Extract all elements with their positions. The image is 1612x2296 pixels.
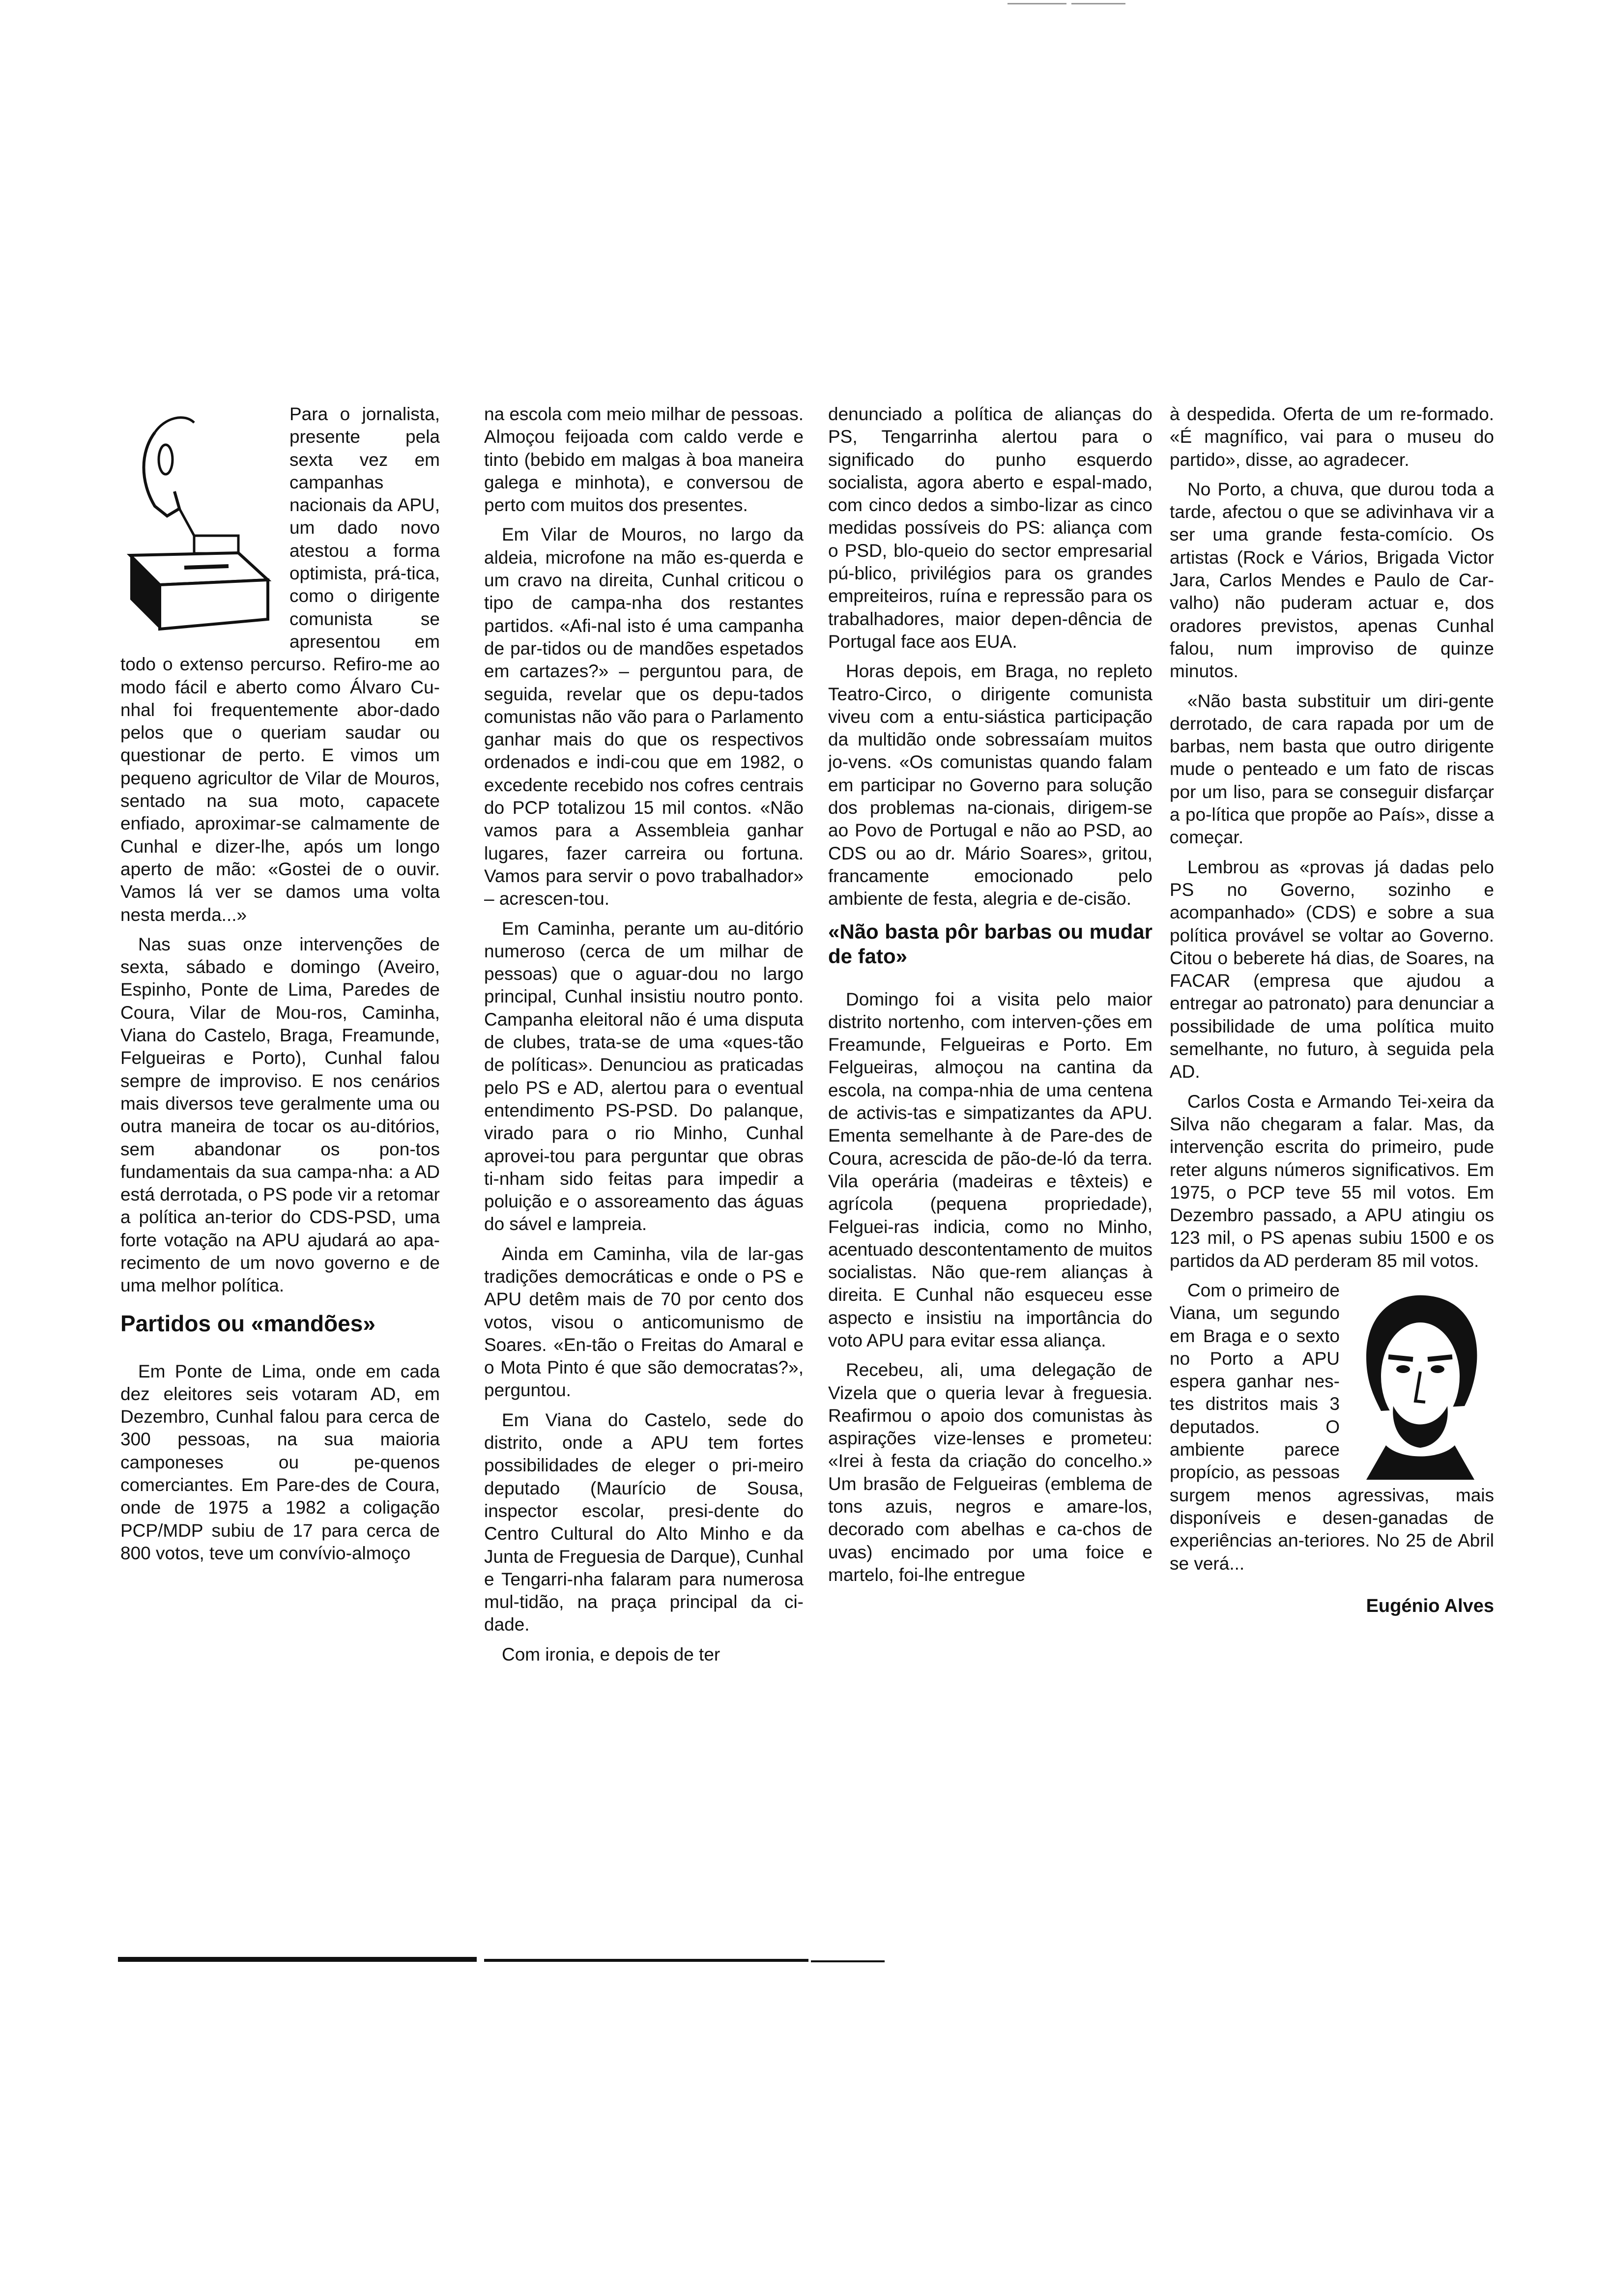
header-scan-mark bbox=[1071, 3, 1125, 4]
article-paragraph: Com ironia, e depois de ter bbox=[502, 1644, 720, 1665]
article-paragraph: Carlos Costa e Armando Tei-xeira da Silva não chegaram a falar. Mas, da intervenção escrita do primeiro, pude reter alguns números significativos. Em 1975, o PCP teve 55 mil votos. Em Dezembro passado, a APU atingiu os 123 mil, o PS apenas subiu 1500 e os partidos da AD perderam 85 mil votos. bbox=[1170, 1091, 1494, 1271]
article-paragraph: Horas depois, em Braga, no repleto Teatro-Circo, o dirigente comunista viveu com a entu-siástica participação da multidão onde sobressaíam muitos jo-vens. «Os comunistas quando falam em participar no Governo para solução dos problemas na-cionais, dirigem-se ao Povo de Portugal e não ao PSD, ao CDS ou ao dr. Mário Soares», gritou, francamente emocionado pelo ambiente de festa, alegria e de-cisão. bbox=[828, 661, 1152, 909]
article-paragraph: Em Viana do Castelo, sede do distrito, onde a APU tem fortes possibilidades de eleger o pri-meiro deputado (Maurício de Sousa, inspector escolar, presi-dente do Centro Cultural do Alto Minho e da Junta de Freguesia de Darque), Cunhal e Tengarri-nha falaram para numerosa mul-tidão, na praça principal da ci-dade. bbox=[484, 1409, 804, 1635]
article-paragraph: «Não basta substituir um diri-gente derrotado, de cara rapada por um de barbas, nem basta que outro dirigente mude o penteado e um fato de riscas por um liso, para se conseguir disfarçar a po-lítica que propõe ao País», disse a começar. bbox=[1170, 690, 1494, 848]
article-column-1 bbox=[120, 403, 440, 1572]
article-paragraph: Em Caminha, perante um au-ditório numeroso (cerca de um milhar de pessoas) que o aguar-dou no largo principal, Cunhal insistiu noutro ponto. Campanha eleitoral não é uma disputa de clubes, trata-se de uma «ques-tão de políticas». Denunciou as praticadas pelo PS e AD, alertou para o eventual entendimento PS-PSD. Do palanque, virado para o rio Minho, Cunhal aprovei-tou para perguntar que obras ti-nham sido feitas para impedir a poluição e o assoreamento das águas do sável e lampreia. bbox=[484, 918, 804, 1234]
bottom-rule bbox=[484, 1959, 808, 1962]
article-paragraph: Ainda em Caminha, vila de lar-gas tradições democráticas e onde o PS e APU detêm mais de 70 por cento dos votos, visou o anticomunismo de Soares. «En-tão o Freitas do Amaral e o Mota Pinto é que são democratas?», perguntou. bbox=[484, 1243, 804, 1401]
article-paragraph: Lembrou as «provas já dadas pelo PS no Governo, sozinho e acompanhado» (CDS) e sobre a sua política provável se voltar ao Governo. Citou o beberete há dias, de Soares, na FACAR (empresa que ajudou a entregar ao patronato) para denunciar a possibilidade de uma política muito semelhante, no futuro, à seguida pela AD. bbox=[1170, 857, 1494, 1082]
article-paragraph: Recebeu, ali, uma delegação de Vizela que o queria levar à freguesia. Reafirmou o apoio dos comunistas às aspirações vize-lenses e prometeu: «Irei à festa da criação do concelho.» Um brasão de Felgueiras (emblema de tons azuis, negros e amare-los, decorado com abelhas e ca-chos de uvas) encimado por uma foice e martelo, foi-lhe entregue bbox=[828, 1360, 1152, 1585]
article-intro: Para o jornalista, presente pela sexta vez em campanhas nacionais da APU, um dado novo atestou a forma optimista, prá-tica, como o dirigente comunista se apresentou em todo o extenso percurso. Refiro-me ao modo fácil e aberto como Álvaro Cu-nhal foi frequentemente abor-dado pelos que o queriam saudar ou questionar de perto. E vimos um pequeno agricultor de Vilar de Mouros, sentado na sua moto, capacete enfiado, aproximar-se calmamente de Cunhal e dizer-lhe, após um longo aperto de mão: «Gostei de o ouvir. Vamos lá ver se damos uma volta nesta merda...» bbox=[120, 404, 440, 925]
article-paragraph: na escola com meio milhar de pessoas. Almoçou feijoada com caldo verde e tinto (bebido em malgas à boa maneira galega e minhota), e conversou de perto com muitos dos presentes. bbox=[484, 404, 804, 516]
bottom-rule bbox=[118, 1957, 477, 1962]
article-paragraph: Em Ponte de Lima, onde em cada dez eleitores seis votaram AD, em Dezembro, Cunhal falou para cerca de 300 pessoas, na sua maioria camponeses ou pe-quenos comerciantes. Em Pare-des de Coura, onde de 1975 a 1982 a coligação PCP/MDP subiu de 17 para cerca de 800 votos, teve um convívio-almoço bbox=[120, 1361, 440, 1563]
hand-ballot-box-icon bbox=[120, 403, 283, 634]
article-column-4 bbox=[1170, 403, 1494, 1617]
article-paragraph: Com o primeiro de Viana, um segundo em Braga e o sexto no Porto a APU espera ganhar nes-tes distritos mais 3 deputados. O ambiente parece propício, as pessoas surgem menos agressivas, mais disponíveis e desen-ganadas de experiências an-teriores. No 25 de Abril se verá... bbox=[1170, 1280, 1494, 1574]
author-signature: Eugénio Alves bbox=[1366, 1595, 1494, 1616]
header-scan-mark bbox=[1008, 3, 1066, 4]
article-paragraph: Nas suas onze intervenções de sexta, sábado e domingo (Aveiro, Espinho, Ponte de Lima, Paredes de Coura, Vilar de Mou-ros, Caminha, Viana do Castelo, Braga, Freamunde, Felgueiras e Porto), Cunhal falou sempre de improviso. E nos cenários mais diversos teve geralmente uma ou outra maneira de tocar os au-ditórios, sem abandonar os pon-tos fundamentais da sua campa-nha: a AD está derrotada, o PS pode vir a retomar a política an-terior do CDS-PSD, uma forte votação na APU ajudará ao apa-recimento de um novo governo e de uma melhor política. bbox=[120, 934, 440, 1296]
article-paragraph: denunciado a política de alianças do PS, Tengarrinha alertou para o significado do punho esquerdo socialista, agora aberto e espal-mado, com cinco dedos a simbo-lizar as cinco medidas possíveis do PS: aliança com o PSD, blo-queio do sector empresarial pú-blico, privilégios para os grandes empreiteiros, ruína e repressão para os trabalhadores, maior depen-dência de Portugal face aos EUA. bbox=[828, 404, 1152, 652]
article-column-2 bbox=[484, 403, 804, 1673]
author-portrait-icon bbox=[1347, 1283, 1494, 1480]
article-paragraph: Em Vilar de Mouros, no largo da aldeia, microfone na mão es-querda e um cravo na direita, Cunhal criticou o tipo de campa-nha dos restantes partidos. «Afi-nal isto é uma campanha de par-tidos ou de mandões espetados em cartazes?» – perguntou para, de seguida, revelar que os depu-tados comunistas não vão para o Parlamento ganhar mais do que os respectivos ordenados e indi-cou que em 1982, o excedente recebido nos cofres centrais do PCP totalizou 15 mil contos. «Não vamos para a Assembleia ganhar lugares, fazer carreira ou fortuna. Vamos para servir o povo trabalhador» – acrescen-tou. bbox=[484, 524, 804, 909]
bottom-rule bbox=[811, 1960, 885, 1962]
article-paragraph: No Porto, a chuva, que durou toda a tarde, afectou o que se adivinhava vir a ser uma grande festa-comício. Os artistas (Rock e Vários, Brigada Victor Jara, Carlos Mendes e Paulo de Car-valho) não puderam actuar e, dos oradores previstos, apenas Cunhal falou, num improviso de quinze minutos. bbox=[1170, 479, 1494, 682]
article-paragraph: Domingo foi a visita pelo maior distrito nortenho, com interven-ções em Freamunde, Felgueiras e Porto. Em Felgueiras, almoçou na cantina da escola, na compa-nhia de uma centena de activis-tas e simpatizantes da APU. Ementa semelhante à de Pare-des de Coura, acrescida de pão-de-ló da terra. Vila operária (madeiras e têxteis) e agrícola (pequena propriedade), Felguei-ras indicia, como no Minho, acentuado descontentamento de muitos socialistas. Não que-rem alianças à direita. E Cunhal não esqueceu esse aspecto e insistiu na importância do voto APU para evitar essa aliança. bbox=[828, 989, 1152, 1350]
section-subheading: «Não basta pôr barbas ou mudar de fato» bbox=[828, 919, 1152, 968]
article-paragraph: à despedida. Oferta de um re-formado. «É magnífico, vai para o museu do partido», disse, ao agradecer. bbox=[1170, 404, 1494, 470]
section-subheading: Partidos ou «mandões» bbox=[120, 1310, 375, 1336]
article-column-3 bbox=[828, 403, 1152, 1593]
